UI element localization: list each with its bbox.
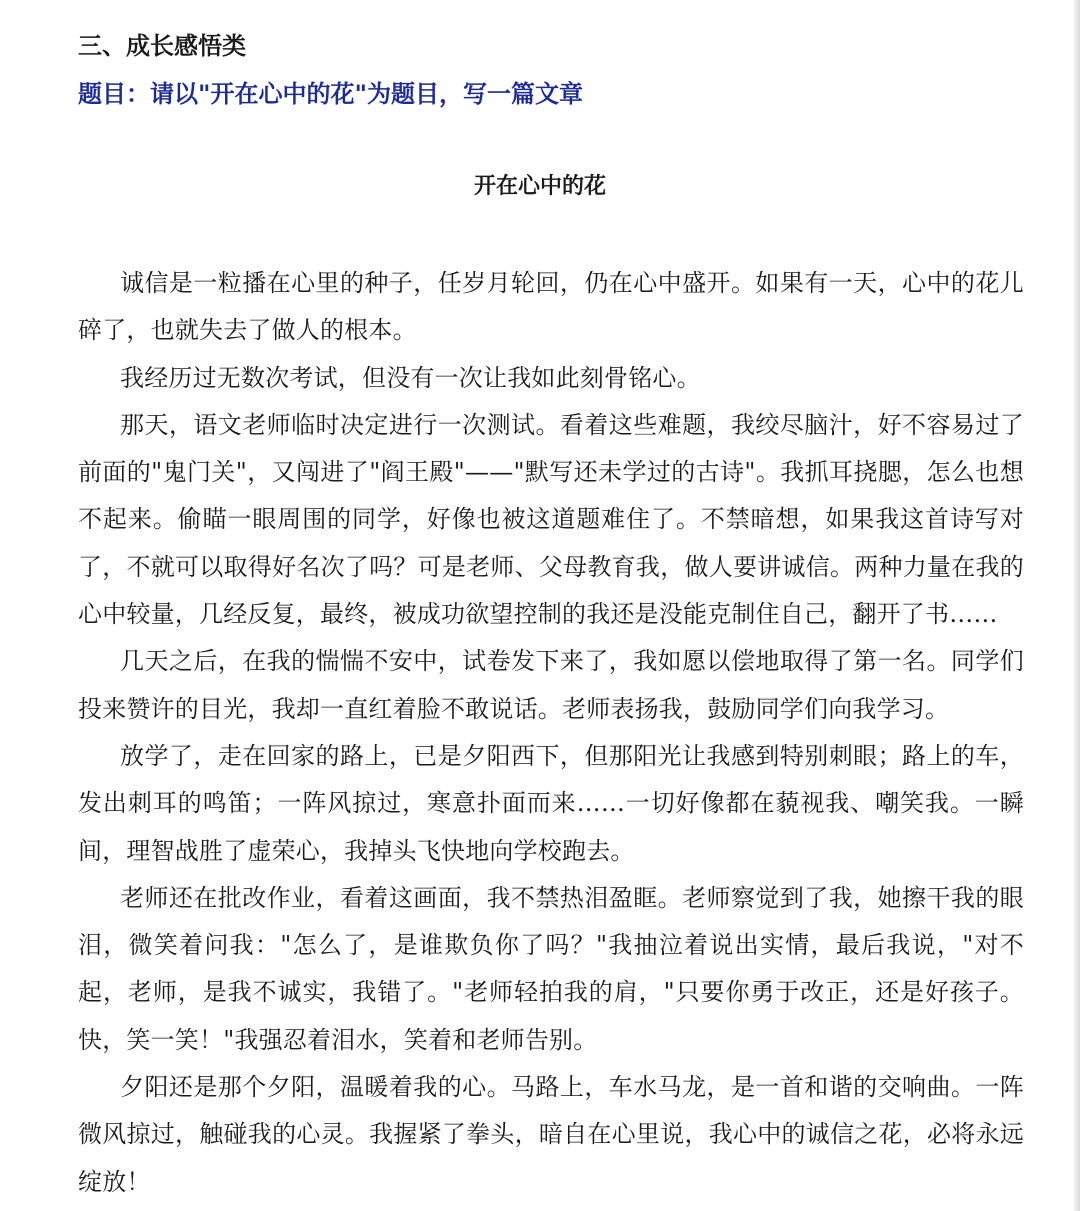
essay-paragraph: 我经历过无数次考试，但没有一次让我如此刻骨铭心。 <box>120 363 701 392</box>
essay-paragraph: 诚信是一粒播在心里的种子，任岁月轮回，仍在心中盛开。如果有一天，心中的花儿碎了，也就失去了做人的根本。 <box>78 269 1024 345</box>
essay-paragraph: 夕阳还是那个夕阳，温暖着我的心。马路上，车水马龙，是一首和谐的交响曲。一阵微风掠过，触碰我的心灵。我握紧了拳头，暗自在心里说，我心中的诚信之花，必将永远绽放！ <box>78 1073 1024 1196</box>
essay-title: 开在心中的花 <box>473 174 606 199</box>
essay-paragraph: 老师还在批改作业，看着这画面，我不禁热泪盈眶。老师察觉到了我，她擦干我的眼泪，微笑着问我："怎么了，是谁欺负你了吗？"我抽泣着说出实情，最后我说，"对不起，老师，是我不诚实，我错了。"老师轻拍我的肩，"只要你勇于改正，还是好孩子。快，笑一笑！"我强忍着泪水，笑着和老师告别。 <box>78 883 1024 1054</box>
essay-paragraph: 几天之后，在我的惴惴不安中，试卷发下来了，我如愿以偿地取得了第一名。同学们投来赞许的目光，我却一直红着脸不敢说话。老师表扬我，鼓励同学们向我学习。 <box>78 647 1024 723</box>
section-heading: 三、成长感悟类 <box>78 32 246 60</box>
essay-body <box>78 260 1024 1206</box>
essay-paragraph: 那天，语文老师临时决定进行一次测试。看着这些难题，我绞尽脑汁，好不容易过了前面的"鬼门关"，又闯进了"阎王殿"——"默写还未学过的古诗"。我抓耳挠腮，怎么也想不起来。偷瞄一眼周围的同学，好像也被这道题难住了。不禁暗想，如果我这首诗写对了，不就可以取得好名次了吗？可是老师、父母教育我，做人要讲诚信。两种力量在我的心中较量，几经反复，最终，被成功欲望控制的我还是没能克制住自己，翻开了书…… <box>78 410 1024 629</box>
essay-paragraph: 放学了，走在回家的路上，已是夕阳西下，但那阳光让我感到特别刺眼；路上的车，发出刺耳的鸣笛；一阵风掠过，寒意扑面而来……一切好像都在藐视我、嘲笑我。一瞬间，理智战胜了虚荣心，我掉头飞快地向学校跑去。 <box>78 741 1024 865</box>
essay-prompt: 题目：请以"开在心中的花"为题目，写一篇文章 <box>78 80 584 108</box>
